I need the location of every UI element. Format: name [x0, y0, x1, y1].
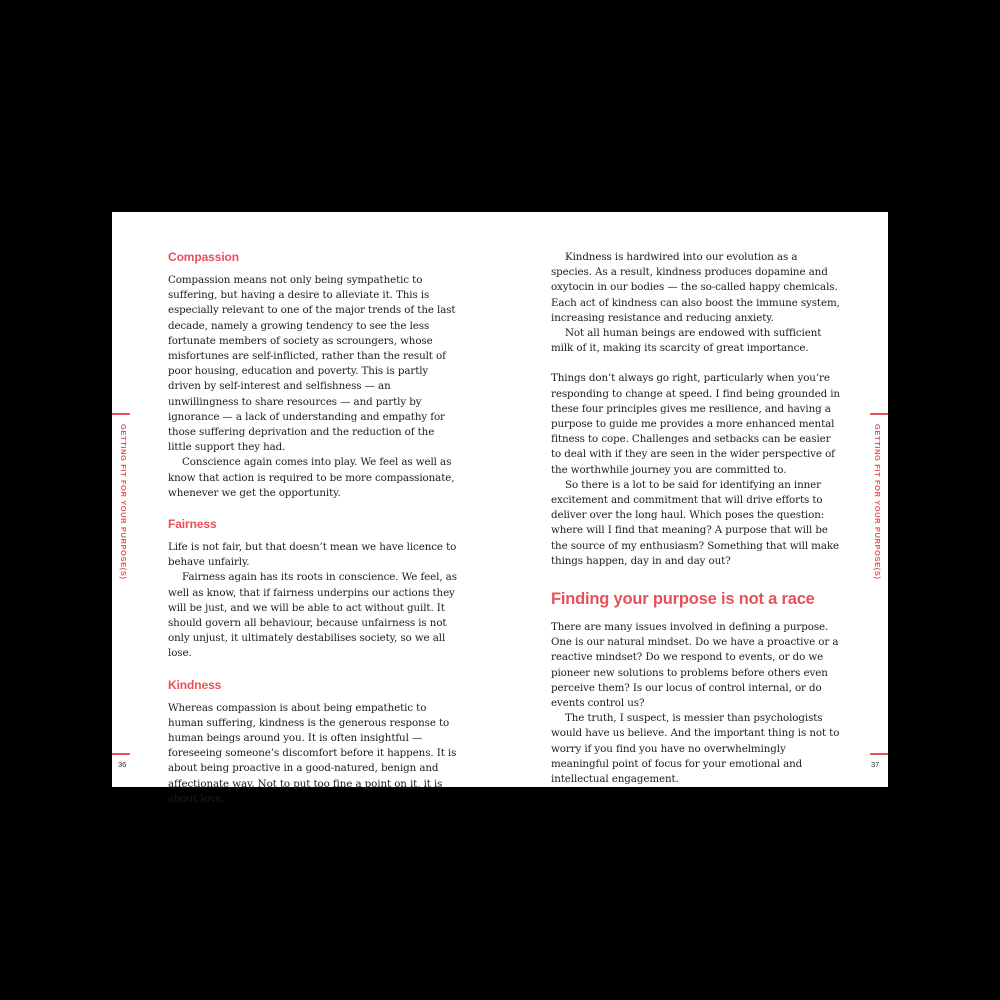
right-paragraph-6: The truth, I suspect, is messier than psychologists would have us believe. And the important thing is not to worry if you find you have no overwhelmingly meaningful point of focus for your emotional and intellectual engagement. [551, 712, 840, 786]
compassion-heading: Compassion [168, 250, 240, 264]
right-page-text [551, 250, 841, 787]
right-paragraph-3: Things don’t always go right, particularly when you’re responding to change at speed. I find being grounded in these four principles gives me resilience, and having a purpose to guide me provides a more enhanced mental fitness to cope. Challenges and setbacks can be easier to deal with if they are seen in the wider perspective of the worthwhile journey you are committed to. [551, 372, 840, 476]
left-running-head: GETTING FIT FOR YOUR PURPOSE(S) [119, 424, 128, 580]
kindness-heading: Kindness [168, 677, 222, 692]
compassion-paragraph-1: Compassion means not only being sympathetic to suffering, but having a desire to alleviate it. This is especially relevant to one of the major trends of the last decade, namely a growing tendency to see the less fortunate members of society as scroungers, whose misfortunes are self-inflicted, rather than the result of poor housing, education and poverty. This is partly driven by self-interest and selfishness — an unwillingness to share resources — and partly by ignorance — a lack of understanding and empathy for those suffering deprivation and the reduction of the little support they had. [168, 274, 456, 454]
left-margin-tick-top [112, 413, 130, 415]
kindness-paragraph-1: Whereas compassion is about being empathetic to human suffering, kindness is the generous response to human beings around you. It is often insightful — foreseeing someone’s discomfort before it happens. It is about being proactive in a good-natured, benign and affectionate way. Not to put too fine a point on it, it is about love. [168, 701, 457, 805]
section-heading-finding-purpose: Finding your purpose is not a race [551, 590, 815, 609]
fairness-paragraph-2: Fairness again has its roots in conscience. We feel, as well as know, that if fairness underpins our actions they will be just, and we will be able to act without guilt. It should govern all behaviour, because unfairness is not only unjust, it ultimately destabilises society, so we all lose. [168, 571, 457, 660]
left-page-text [168, 250, 460, 807]
right-page-number: 37 [871, 760, 880, 769]
fairness-paragraph-1: Life is not fair, but that doesn’t mean we have licence to behave unfairly. [168, 541, 457, 569]
right-paragraph-2: Not all human beings are endowed with sufficient milk of it, making its scarcity of great importance. [551, 327, 822, 355]
right-margin-tick-bottom [870, 753, 888, 755]
compassion-paragraph-2: Conscience again comes into play. We feel as well as know that action is required to be more compassionate, whenever we get the opportunity. [168, 456, 455, 499]
right-margin-tick-top [870, 413, 888, 415]
right-running-head: GETTING FIT FOR YOUR PURPOSE(S) [873, 424, 882, 580]
left-margin-tick-bottom [112, 753, 130, 755]
fairness-heading: Fairness [168, 517, 217, 532]
left-page-number: 36 [118, 760, 127, 769]
right-paragraph-1: Kindness is hardwired into our evolution as a species. As a result, kindness produces dopamine and oxytocin in our bodies — the so-called happy chemicals. Each act of kindness can also boost the immune system, increasing resistance and reducing anxiety. [551, 251, 840, 324]
right-paragraph-4: So there is a lot to be said for identifying an inner excitement and commitment that will drive efforts to deliver over the long haul. Which poses the question: where will I find that meaning? A purpose that will be the source of my enthusiasm? Something that will make things happen, day in and day out? [551, 478, 840, 567]
right-paragraph-5: There are many issues involved in defining a purpose. One is our natural mindset. Do we have a proactive or a reactive mindset? Do we respond to events, or do we pioneer new solutions to problems before others even perceive them? Is our locus of control internal, or do events control us? [551, 621, 839, 710]
book-spread [112, 212, 888, 805]
